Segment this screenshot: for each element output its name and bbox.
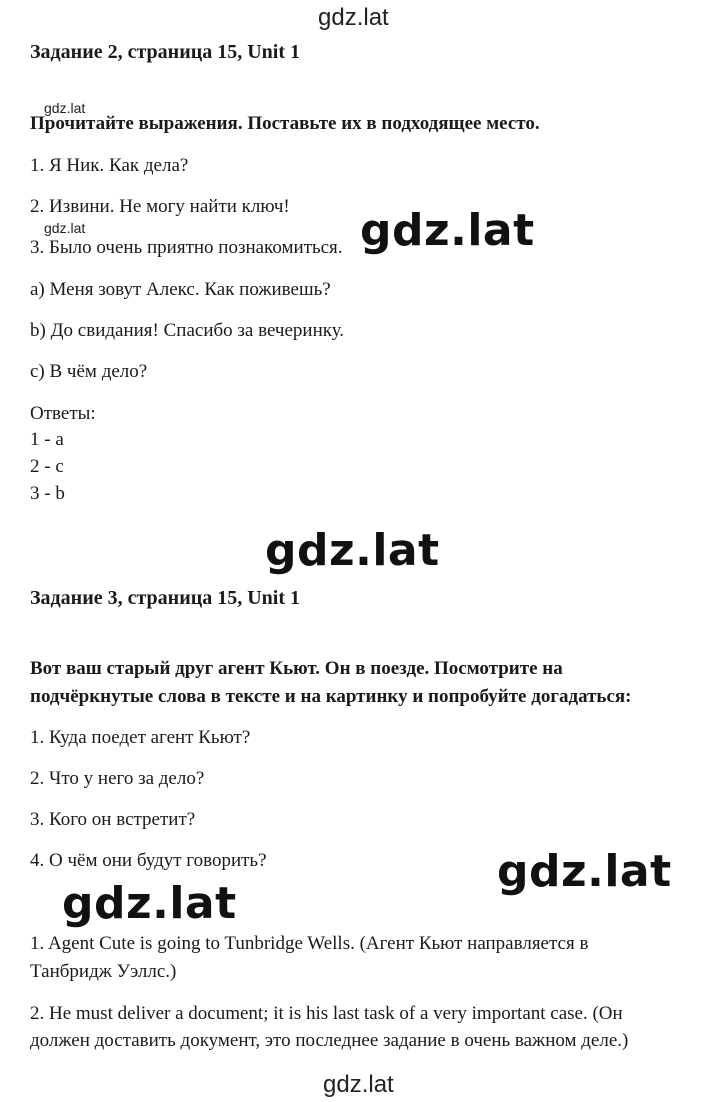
task3-title: Задание 3, страница 15, Unit 1 [30,587,301,609]
task3-instruction-line2: подчёркнутые слова в тексте и на картинку и попробуйте догадаться: [30,686,632,707]
task3-answer1-line2: Танбридж Уэллс.) [30,961,177,982]
task3-question-1: 1. Куда поедет агент Кьют? [30,727,251,748]
task2-item-3: 3. Было очень приятно познакомиться. [30,237,343,258]
task2-option-a: a) Меня зовут Алекс. Как поживешь? [30,279,331,300]
task2-option-b: b) До свидания! Спасибо за вечеринку. [30,320,345,341]
task3-question-4: 4. О чём они будут говорить? [30,850,267,871]
task3-question-3: 3. Кого он встретит? [30,809,196,830]
watermark-top: gdz.lat [318,4,389,31]
task2-item-2: 2. Извини. Не могу найти ключ! [30,196,290,217]
watermark-bottom: gdz.lat [323,1071,394,1098]
watermark-small-2: gdz.lat [44,220,86,236]
watermark-big-3: gdz.lat [497,846,672,897]
task3-answer2-line1: 2. He must deliver a document; it is his last task of a very important case. (Он [30,1003,623,1024]
task2-option-c: c) В чём дело? [30,361,148,382]
task3-answer2-line2: должен доставить документ, это последнее задание в очень важном деле.) [30,1030,629,1051]
watermark-big-1: gdz.lat [360,205,535,256]
task2-answer-3: 3 - b [30,483,65,504]
task3-answer1-line1: 1. Agent Cute is going to Tunbridge Wells. (Агент Кьют направляется в [30,933,589,954]
task3-question-2: 2. Что у него за дело? [30,768,205,789]
task2-answer-1: 1 - a [30,429,64,450]
watermark-big-2: gdz.lat [265,525,440,576]
task2-item-1: 1. Я Ник. Как дела? [30,155,189,176]
task2-answers-label: Ответы: [30,403,96,424]
watermark-small-1: gdz.lat [44,100,86,116]
task2-answer-2: 2 - c [30,456,64,477]
task2-title: Задание 2, страница 15, Unit 1 [30,41,301,63]
task3-instruction-line1: Вот ваш старый друг агент Кьют. Он в поезде. Посмотрите на [30,658,563,679]
watermark-big-4: gdz.lat [62,878,237,929]
task2-instruction: Прочитайте выражения. Поставьте их в подходящее место. [30,113,540,134]
